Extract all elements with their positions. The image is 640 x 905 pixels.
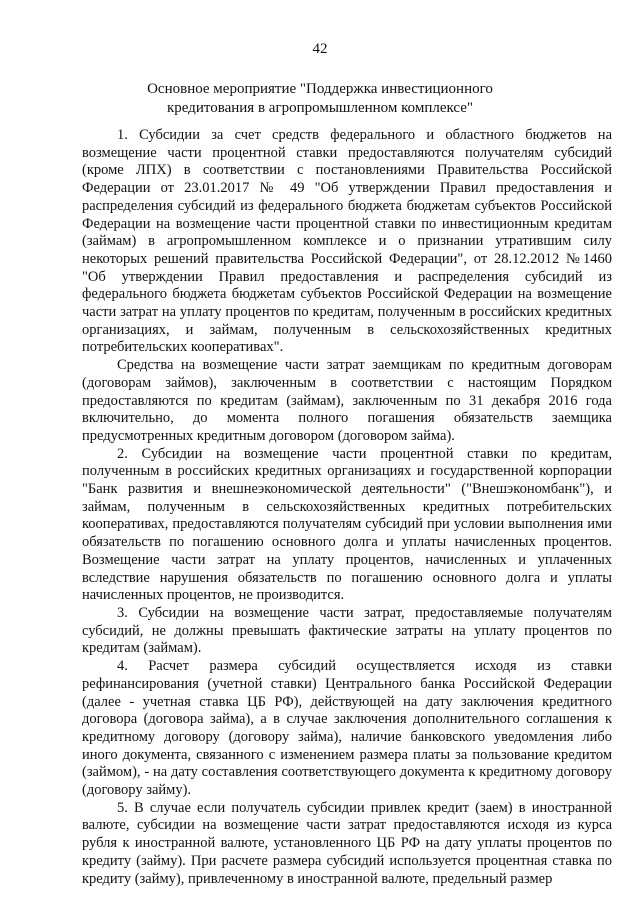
paragraph-1: 1. Субсидии за счет средств федерального и областного бюджетов на возмещение части процентной ставки предоставляются получателям субсидий (кроме ЛПХ) в соответствии с постановлениями Правительства Российской Федерации от 23.01.2017 № 49 "Об утверждении Правил предоставления и распределения субсидий из федерального бюджета бюджетам субъектов Российской Федерации на возмещение части процентной ставки по инвестиционным кредитам (займам) в агропромышленном комплексе и о признании утратившим силу некоторых решений правительства Российской Федерации", от 28.12.2012 №1460 "Об утверждении Правил предоставления и распределения субсидий из федерального бюджета бюджетам субъектов Российской Федерации на возмещение части затрат на уплату процентов по кредитам, полученным в российских кредитных организациях, и займам, полученным в сельскохозяйственных кредитных потребительских кооперативах". [82, 127, 612, 356]
paragraph-2: Средства на возмещение части затрат заемщикам по кредитным договорам (договорам займов), заключенным в соответствии с настоящим Порядком предоставляются по кредитам (займам), заключенным по 31 декабря 2016 года включительно, до момента полного погашения обязательств заемщика предусмотренных кредитным договором (договором займа). [82, 357, 612, 444]
body-text [82, 127, 612, 888]
paragraph-6: 5. В случае если получатель субсидии привлек кредит (заем) в иностранной валюте, субсидии на возмещение части затрат предоставляются исходя из курса рубля к иностранной валюте, установленного ЦБ РФ на дату уплаты процентов по кредиту (займу). При расчете размера субсидий используется процентная ставка по кредиту (займу), привлеченному в иностранной валюте, предельный размер [82, 799, 612, 887]
section-heading: Основное мероприятие "Поддержка инвестиционного кредитования в агропромышленном комплексе" [147, 81, 493, 116]
paragraph-5: 4. Расчет размера субсидий осуществляется исходя из ставки рефинансирования (учетной ставки) Центрального банка Российской Федерации (далее - учетная ставка ЦБ РФ), действующей на дату заключения кредитного договора (договора займа), а в случае заключения дополнительного соглашения к кредитному договору (договору займа), наличие банковского уведомления либо иного документа, связанного с изменением размера платы за пользование кредитом (займом), - на дату составления соответствующего документа к кредитному договору (договору займу). [82, 658, 612, 799]
paragraph-4: 3. Субсидии на возмещение части затрат, предоставляемые получателям субсидий, не должны превышать фактические затраты на уплату процентов по кредитам (займам). [82, 604, 612, 657]
paragraph-3: 2. Субсидии на возмещение части процентной ставки по кредитам, полученным в российских кредитных организациях и государственной корпорации "Банк развития и внешнеэкономической деятельности" ("Внешэкономбанк"), и займам, полученным в сельскохозяйственных кредитных потребительских кооперативах, предоставляются получателям субсидий при условии выполнения ими обязательств по погашению основного долга и уплаты начисленных процентов. Возмещение части затрат на уплату процентов, начисленных и уплаченных вследствие нарушения обязательств по погашению основного долга и уплаты начисленных процентов, не производится. [82, 445, 612, 604]
page-number: 42 [312, 41, 328, 57]
